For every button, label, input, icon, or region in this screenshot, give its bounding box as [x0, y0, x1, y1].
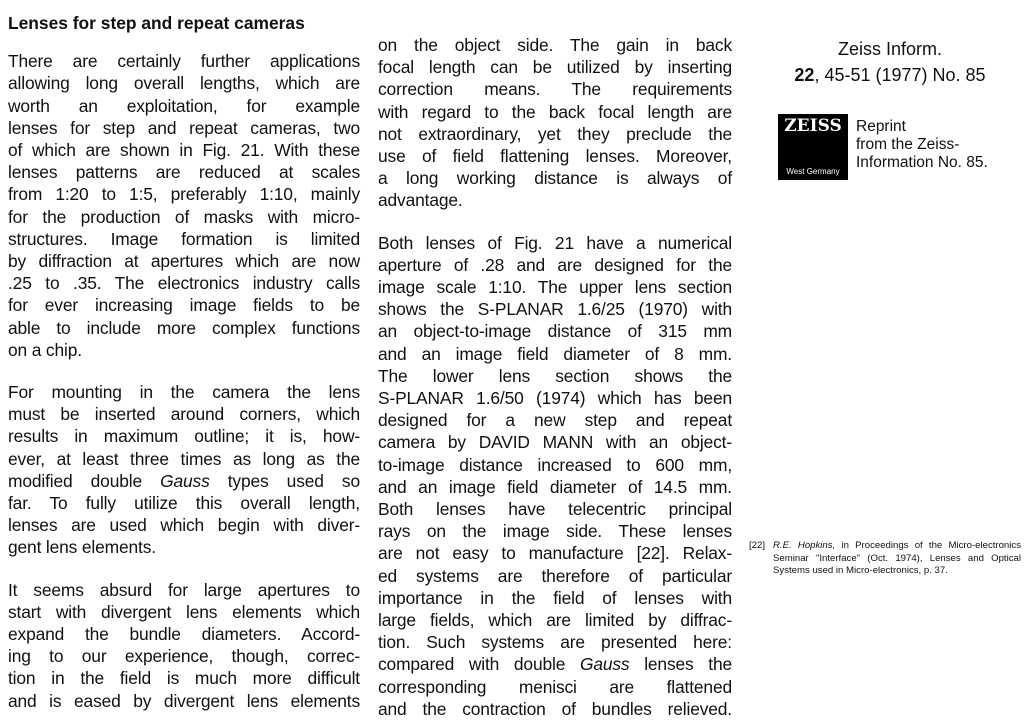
text-line: far. To fully utilize this overall length,: [8, 493, 360, 514]
reprint-block: [778, 114, 1014, 184]
paragraph-both-lenses: [378, 232, 732, 720]
journal-name: Zeiss Inform.: [837, 39, 943, 59]
text-line: and the contraction of bundles relieved.: [378, 698, 732, 719]
logo-country: West Germany: [786, 167, 840, 176]
text-line: aperture of .28 and are designed for the: [378, 254, 732, 275]
text-line: and an image field diameter of 14.5 mm.: [378, 476, 732, 497]
journal-pages: , 45-51 (1977) No. 85: [814, 65, 986, 85]
text-line: start with divergent lens elements which: [8, 601, 360, 622]
text-line: importance in the field of lenses with: [378, 587, 732, 608]
text-column-left: [8, 12, 360, 712]
text-line: for the production of masks with micro-: [8, 206, 360, 227]
text-line: ing to our experience, though, correc-: [8, 646, 360, 667]
text-line: camera by DAVID MANN with an object-: [378, 432, 732, 453]
text-column-middle: [378, 34, 732, 720]
journal-volume-line: [776, 62, 1004, 88]
text-line: for ever increasing image fields to be: [8, 295, 360, 316]
paragraph-object-side: [378, 34, 732, 212]
text-line: designed for a new step and repeat: [378, 410, 732, 431]
text-line: lenses are used which begin with diver-: [8, 515, 360, 536]
text-line: There are certainly further applications: [8, 51, 360, 72]
text-line: with regard to the back focal length are: [378, 101, 732, 122]
journal-volume: 22: [794, 65, 815, 85]
text-line: image scale 1:10. The upper lens section: [378, 277, 732, 298]
text-line: S-PLANAR 1.6/50 (1974) which has been: [378, 388, 732, 409]
text-line: [378, 653, 732, 675]
reprint-line: from the Zeiss-: [856, 136, 960, 153]
paragraph-applications: [8, 50, 360, 361]
text-line: lenses patterns are reduced at scales: [8, 162, 360, 183]
italic-name: Gauss: [579, 654, 630, 675]
text-line: able to include more complex functions: [8, 317, 360, 338]
paragraph-mounting: [8, 381, 360, 559]
footnote-body: in Proceedings of the Micro-electronics Seminar "Interface" (Oct. 1974), Lenses and Optical Systems used in Micro-electronics, p. 37.: [773, 540, 1021, 576]
text-line: worth an exploitation, for example: [8, 95, 360, 116]
text-line: lenses for step and repeat cameras, two: [8, 117, 360, 138]
zeiss-logo: [778, 114, 848, 180]
text-line: are not easy to manufacture [22]. Relax-: [378, 543, 732, 564]
text-fragment: compared with double: [378, 654, 580, 675]
text-line: It seems absurd for large apertures to: [8, 579, 360, 600]
text-fragment: lenses the: [629, 654, 733, 675]
text-line: not extraordinary, yet they preclude the: [378, 123, 732, 144]
text-fragment: types used so: [209, 470, 360, 491]
text-line: tion. Such systems are presented here:: [378, 632, 732, 653]
reprint-note: [856, 118, 988, 172]
footnote-text: [773, 540, 1021, 578]
section-heading: Lenses for step and repeat cameras: [8, 13, 305, 33]
text-line: by diffraction at apertures which are now: [8, 251, 360, 272]
reprint-line: Information No. 85.: [856, 154, 988, 171]
text-line: to-image distance increased to 600 mm,: [378, 454, 732, 475]
footnote-number: [22]: [749, 540, 766, 551]
text-line: [8, 470, 360, 492]
text-line: ever, at least three times as long as the: [8, 448, 360, 469]
text-line: corresponding menisci are flattened: [378, 676, 732, 697]
text-line: large fields, which are limited by diffrac-: [378, 610, 732, 631]
text-line: allowing long overall lengths, which are: [8, 73, 360, 94]
text-line: an object-to-image distance of 315 mm: [378, 321, 732, 342]
text-line: a long working distance is always of: [378, 168, 732, 189]
text-line: tion in the field is much more difficult: [8, 668, 360, 689]
text-line: Both lenses have telecentric principal: [378, 499, 732, 520]
text-line: rays on the image side. These lenses: [378, 521, 732, 542]
text-line: and an image field diameter of 8 mm.: [378, 343, 732, 364]
journal-citation: [776, 36, 1004, 88]
text-line: advantage.: [378, 190, 463, 211]
text-line: of which are shown in Fig. 21. With these: [8, 140, 360, 161]
text-line: focal length can be utilized by inserting: [378, 57, 732, 78]
text-line: gent lens elements.: [8, 537, 156, 558]
text-line: The lower lens section shows the: [378, 365, 732, 386]
paragraph-divergent: [8, 579, 360, 712]
footnote-author: R.E. Hopkins,: [773, 540, 836, 551]
text-fragment: modified double: [8, 470, 161, 491]
text-line: For mounting in the camera the lens: [8, 382, 360, 403]
text-line: results in maximum outline; it is, how-: [8, 426, 360, 447]
text-line: use of field flattening lenses. Moreover,: [378, 146, 732, 167]
reprint-line: Reprint: [856, 118, 906, 135]
italic-name: Gauss: [160, 470, 210, 491]
text-line: must be inserted around corners, which: [8, 404, 360, 425]
text-line: on the object side. The gain in back: [378, 35, 732, 55]
zeiss-wordmark: ZEISS: [784, 116, 842, 136]
text-line: structures. Image formation is limited: [8, 228, 360, 249]
text-line: expand the bundle diameters. Accord-: [8, 624, 360, 645]
text-line: shows the S-PLANAR 1.6/25 (1970) with: [378, 299, 732, 320]
text-line: correction means. The requirements: [378, 79, 732, 100]
text-line: from 1:20 to 1:5, preferably 1:10, mainly: [8, 184, 360, 205]
footnote: [749, 540, 1021, 578]
text-line: on a chip.: [8, 339, 82, 360]
text-line: .25 to .35. The electronics industry calls: [8, 273, 360, 294]
text-line: ed systems are therefore of particular: [378, 565, 732, 586]
text-line: and is eased by divergent lens elements: [8, 690, 360, 711]
text-line: Both lenses of Fig. 21 have a numerical: [378, 232, 732, 253]
